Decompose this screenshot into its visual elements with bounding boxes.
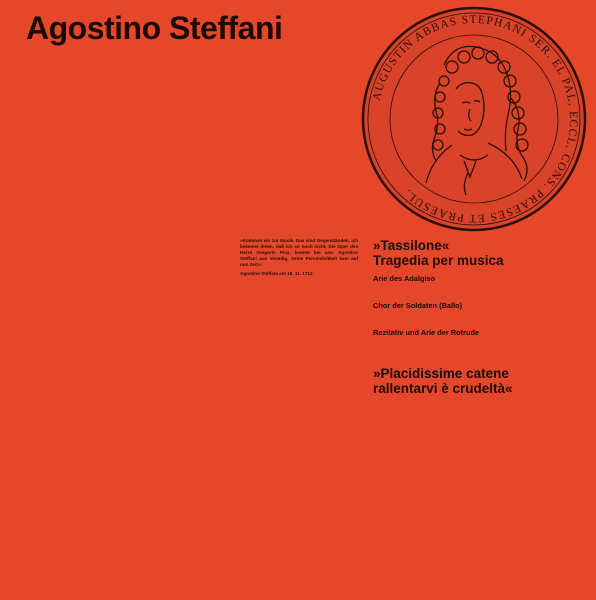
choir-text [373, 312, 578, 324]
page-title: Agostino Steffani [26, 10, 283, 46]
quote-signature: Agostino Steffani am 16. 11. 1712 [240, 271, 313, 277]
text-line [373, 318, 578, 324]
aria-text [373, 285, 578, 297]
section-title-placidissime [373, 366, 578, 396]
placidissime-text [373, 402, 578, 414]
section-title-line: »Placidissime catene [373, 365, 509, 381]
biography-paragraph [26, 238, 232, 250]
choir-heading: Chor der Soldaten (Ballo) [373, 301, 463, 311]
libretto-column [373, 238, 578, 414]
steffani-quote: »Kommen wir zur Musik. Das sind Gegenständen, ich bekenne ihnen, daß ich so noch nicht. Die Oper des Herrn Gregorio Pinz, kommt bei uns. Agostino Steffani aus Venedig, Seine Persönlichkeit kam auf nun Zeit.« [240, 238, 358, 268]
section-title-line: »Tassilone« [373, 238, 450, 253]
recitative-heading: Rezitativ und Arie der Rotrude [373, 328, 480, 338]
text-line [373, 345, 578, 351]
medal-portrait-icon [360, 5, 588, 233]
text-line [26, 244, 232, 250]
text-line [373, 408, 578, 414]
text-line [373, 291, 578, 297]
section-title-tassilone [373, 238, 578, 268]
section-title-line: rallentarvi è crudeltà« [373, 380, 513, 396]
medal-inscription: AUGUSTIN ABBAS STEPHANI SER. EL PAL. ECCL. CONS. PRAESES ET PRAESUL. [370, 13, 580, 225]
biography-column [26, 238, 232, 253]
middle-column [240, 238, 358, 281]
aria-heading: Arie des Adalgiso [373, 274, 436, 283]
section-title-line: Tragedia per musica [373, 253, 504, 268]
recitative-text [373, 339, 578, 351]
